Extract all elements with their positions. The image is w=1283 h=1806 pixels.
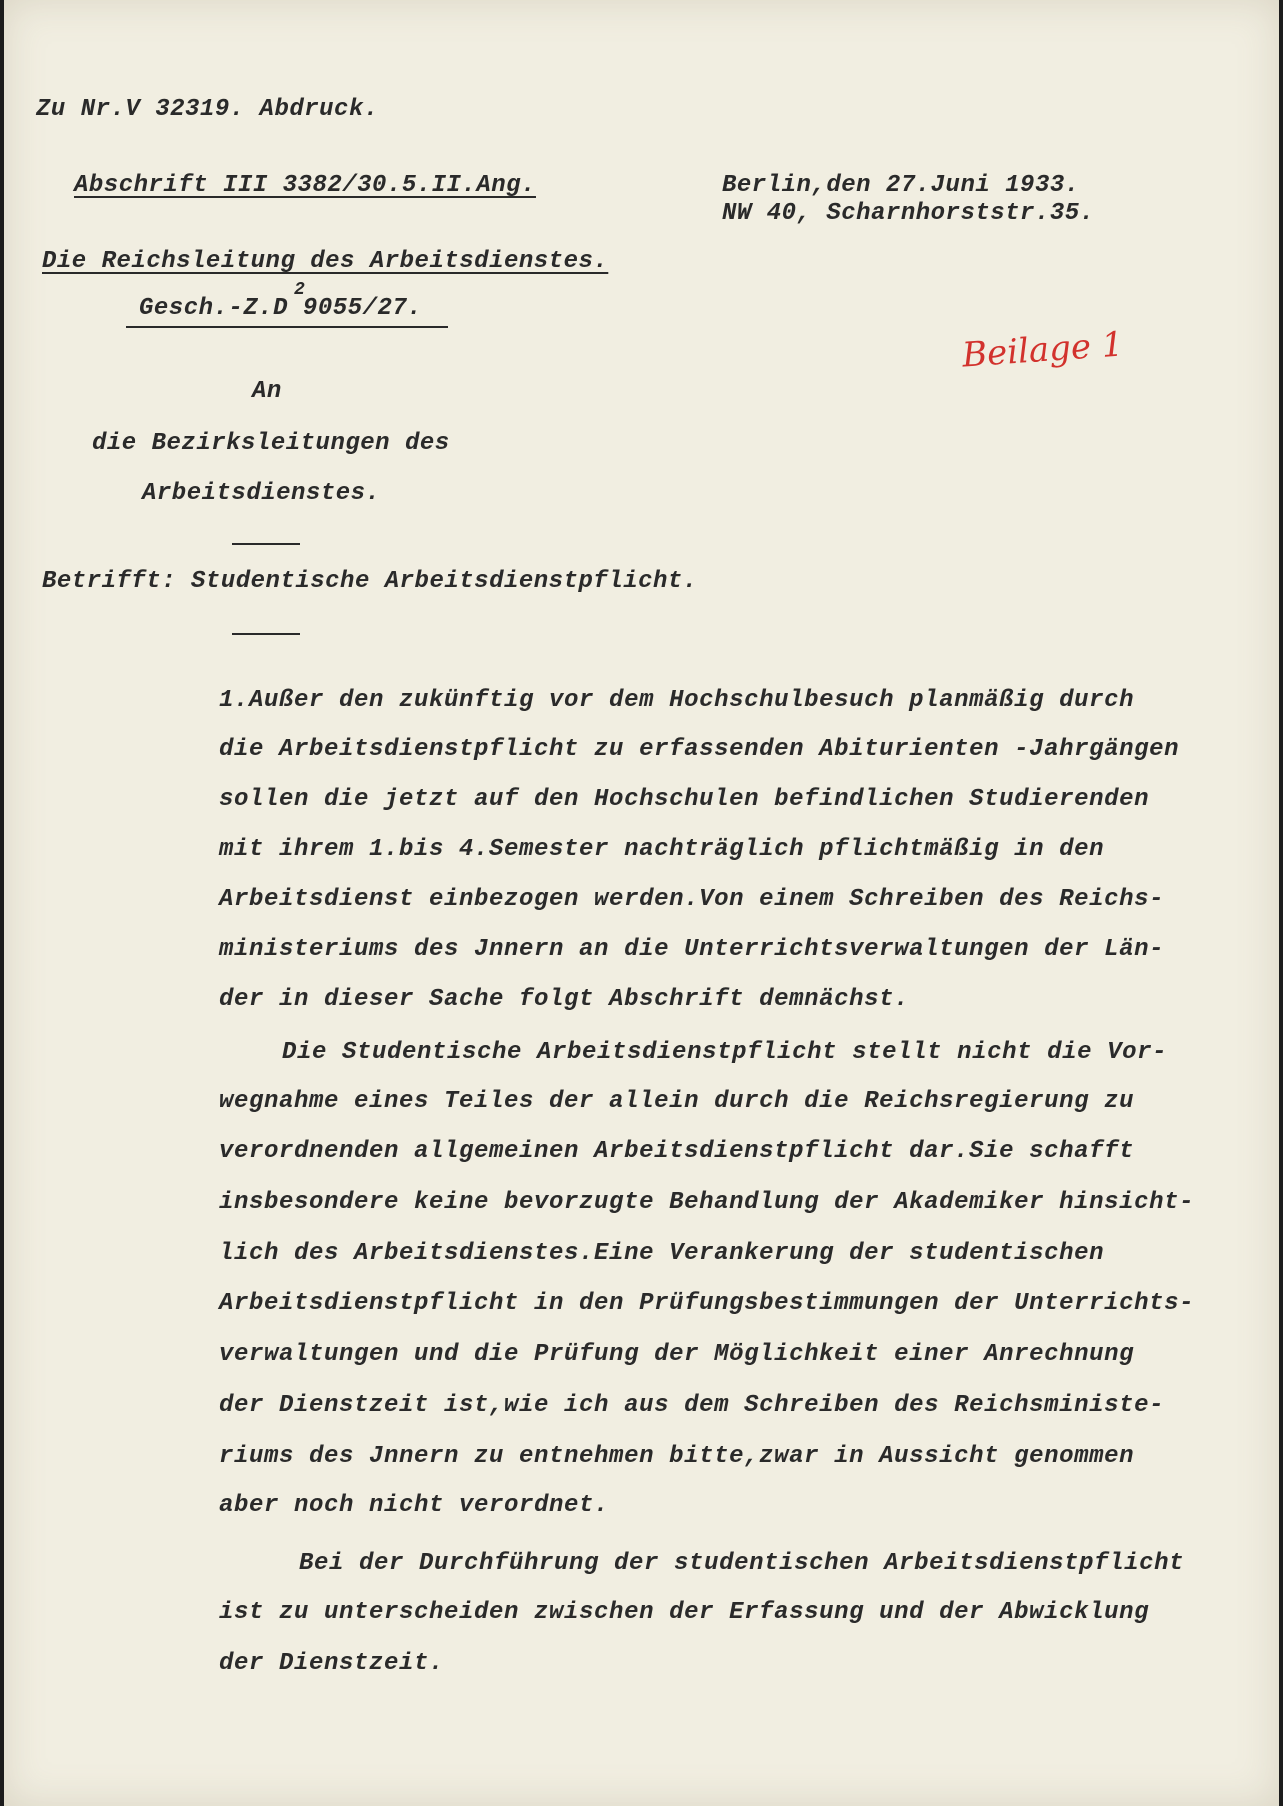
body-line: ministeriums des Jnnern an die Unterrichtsverwaltungen der Län- bbox=[219, 936, 1165, 963]
body-line: lich des Arbeitsdienstes.Eine Verankerung der studentischen bbox=[219, 1240, 1105, 1267]
body-line: insbesondere keine bevorzugte Behandlung der Akademiker hinsicht- bbox=[219, 1189, 1195, 1216]
body-line: verordnenden allgemeinen Arbeitsdienstpflicht dar.Sie schafft bbox=[219, 1138, 1135, 1165]
recipient-line-2: Arbeitsdienstes. bbox=[142, 480, 381, 507]
body-line: die Arbeitsdienstpflicht zu erfassenden Abiturienten -Jahrgängen bbox=[219, 736, 1180, 763]
file-number: Gesch.-Z.D 9055/27. bbox=[139, 295, 423, 322]
recipient-line-1: die Bezirksleitungen des bbox=[92, 430, 450, 457]
body-line: ist zu unterscheiden zwischen der Erfassung und der Abwicklung bbox=[219, 1599, 1150, 1626]
reference-line: Zu Nr.V 32319. Abdruck. bbox=[36, 96, 379, 123]
body-line: der Dienstzeit. bbox=[219, 1650, 445, 1677]
subject-line: Betrifft: Studentische Arbeitsdienstpflicht. bbox=[42, 568, 698, 595]
handwritten-annotation: Beilage 1 bbox=[960, 324, 1125, 376]
body-line: der in dieser Sache folgt Abschrift demnächst. bbox=[219, 986, 910, 1013]
divider-top bbox=[232, 543, 300, 545]
address: NW 40, Scharnhorststr.35. bbox=[722, 200, 1095, 227]
body-line: wegnahme eines Teiles der allein durch die Reichsregierung zu bbox=[219, 1088, 1135, 1115]
body-line: mit ihrem 1.bis 4.Semester nachträglich pflichtmäßig in den bbox=[219, 836, 1105, 863]
sender: Die Reichsleitung des Arbeitsdienstes. bbox=[42, 248, 609, 275]
file-number-superscript: 2 bbox=[294, 280, 305, 300]
body-line: Die Studentische Arbeitsdienstpflicht stellt nicht die Vor- bbox=[282, 1039, 1168, 1066]
body-line: der Dienstzeit ist,wie ich aus dem Schreiben des Reichsministe- bbox=[219, 1392, 1165, 1419]
body-line: aber noch nicht verordnet. bbox=[219, 1492, 610, 1519]
body-line: verwaltungen und die Prüfung der Möglichkeit einer Anrechnung bbox=[219, 1341, 1135, 1368]
body-line: sollen die jetzt auf den Hochschulen befindlichen Studierenden bbox=[219, 786, 1150, 813]
salutation-to: An bbox=[252, 378, 282, 405]
divider-bottom bbox=[232, 633, 300, 635]
letter-page bbox=[4, 0, 1279, 1806]
body-line: 1.Außer den zukünftig vor dem Hochschulbesuch planmäßig durch bbox=[219, 687, 1135, 714]
body-line: Arbeitsdienstpflicht in den Prüfungsbestimmungen der Unterrichts- bbox=[219, 1290, 1195, 1317]
body-line: Bei der Durchführung der studentischen Arbeitsdienstpflicht bbox=[299, 1550, 1185, 1577]
place-date: Berlin,den 27.Juni 1933. bbox=[722, 172, 1080, 199]
body-line: Arbeitsdienst einbezogen werden.Von einem Schreiben des Reichs- bbox=[219, 886, 1165, 913]
copy-number: Abschrift III 3382/30.5.II.Ang. bbox=[74, 172, 536, 199]
body-line: riums des Jnnern zu entnehmen bitte,zwar in Aussicht genommen bbox=[219, 1443, 1135, 1470]
file-number-underline bbox=[126, 326, 448, 328]
